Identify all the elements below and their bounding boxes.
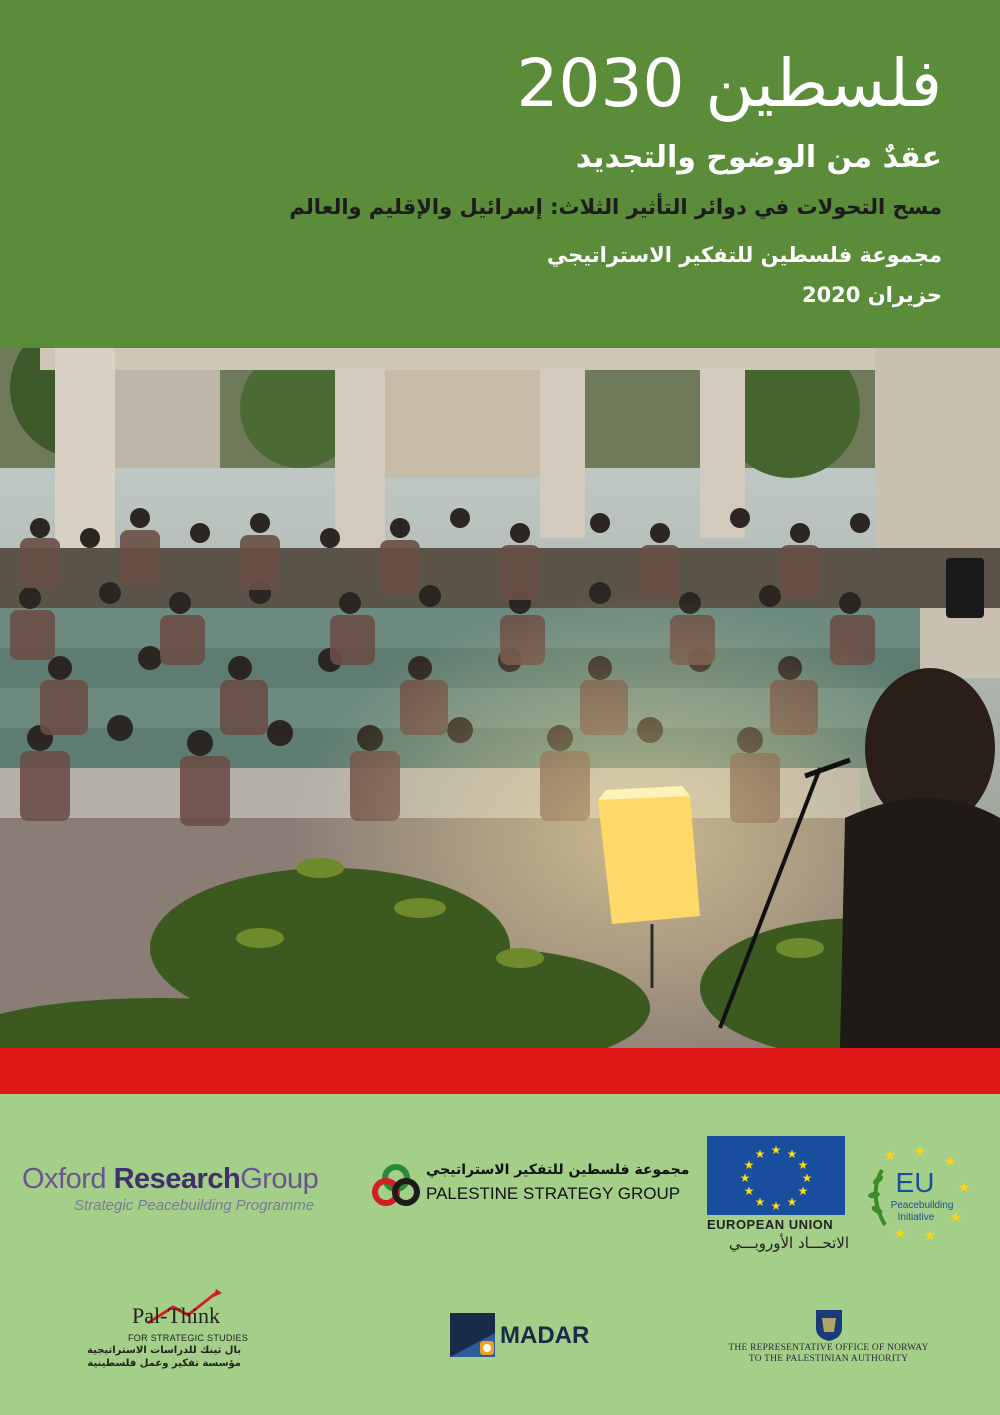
eu-peacebuilding-initiative-logo xyxy=(860,1140,980,1250)
madar-emblem-icon xyxy=(450,1313,495,1357)
cover-header xyxy=(0,0,1000,348)
cover-publisher: مجموعة فلسطين للتفكير الاستراتيجي xyxy=(546,243,942,267)
pal-think-subtitle: FOR STRATEGIC STUDIES xyxy=(128,1333,249,1343)
svg-text:★: ★ xyxy=(786,1195,798,1209)
svg-text:★: ★ xyxy=(943,1154,957,1170)
psg-arabic-name: مجموعة فلسطين للتفكير الاستراتيجي xyxy=(426,1162,690,1178)
pal-think-logo xyxy=(87,1287,253,1373)
eupi-abbr: EU xyxy=(895,1167,935,1198)
eu-arabic-label: الاتحـــاد الأوروبـــي xyxy=(728,1234,849,1252)
psg-emblem-icon xyxy=(370,1162,422,1208)
svg-text:★: ★ xyxy=(801,1171,813,1185)
norway-office-text xyxy=(726,1343,931,1365)
svg-text:★: ★ xyxy=(797,1184,809,1198)
cover-title: فلسطين 2030 xyxy=(516,45,942,122)
oxford-logo-subtitle: Strategic Peacebuilding Programme xyxy=(74,1197,315,1214)
svg-text:★: ★ xyxy=(743,1158,755,1172)
svg-text:★: ★ xyxy=(786,1147,798,1161)
european-union-logo xyxy=(707,1136,849,1252)
svg-text:★: ★ xyxy=(949,1210,963,1226)
oxford-research-group-logo xyxy=(22,1163,319,1214)
svg-text:★: ★ xyxy=(883,1148,897,1164)
audience-scene-illustration xyxy=(0,348,1000,1048)
svg-text:★: ★ xyxy=(913,1144,927,1160)
cover-description: مسح التحولات في دوائر التأثير الثلاث: إسرائيل والإقليم والعالم xyxy=(289,195,942,219)
eu-peacebuilding-emblem-icon xyxy=(860,1140,980,1250)
group-word: Group xyxy=(240,1163,319,1195)
svg-text:★: ★ xyxy=(754,1147,766,1161)
eupi-line1: Peacebuilding xyxy=(890,1200,954,1211)
red-divider-bar xyxy=(0,1048,1000,1094)
svg-text:★: ★ xyxy=(893,1226,907,1242)
eupi-line2: Initiative xyxy=(897,1212,935,1223)
research-word: Research xyxy=(113,1163,241,1195)
norway-coat-of-arms-icon xyxy=(726,1308,931,1342)
eu-stars-icon xyxy=(707,1136,845,1215)
svg-text:★: ★ xyxy=(923,1228,937,1244)
norway-line-2: TO THE PALESTINIAN AUTHORITY xyxy=(748,1354,909,1364)
norway-line-1: THE REPRESENTATIVE OFFICE OF NORWAY xyxy=(728,1343,929,1353)
eu-flag-icon xyxy=(707,1136,845,1215)
pal-think-arabic-2: مؤسسة تفكير وعمل فلسطينية xyxy=(87,1358,241,1369)
svg-text:★: ★ xyxy=(739,1171,751,1185)
madar-name: MADAR xyxy=(500,1322,590,1349)
cover-subtitle: عقدٌ من الوضوح والتجديد xyxy=(575,140,942,175)
pal-think-arabic-1: بال ثينك للدراسات الاستراتيجية xyxy=(87,1345,241,1356)
svg-text:★: ★ xyxy=(957,1180,971,1196)
svg-text:★: ★ xyxy=(754,1195,766,1209)
svg-text:★: ★ xyxy=(770,1199,782,1213)
pal-think-title: Pal-Think xyxy=(132,1303,220,1328)
cover-date: حزيران 2020 xyxy=(801,283,942,307)
psg-english-name: PALESTINE STRATEGY GROUP xyxy=(426,1184,681,1203)
oxford-word: Oxford xyxy=(22,1163,114,1195)
eu-english-label: EUROPEAN UNION xyxy=(707,1217,834,1232)
oxford-logo-text xyxy=(22,1163,318,1196)
svg-text:★: ★ xyxy=(743,1184,755,1198)
svg-text:★: ★ xyxy=(770,1143,782,1157)
cover-photo xyxy=(0,348,1000,1048)
svg-text:★: ★ xyxy=(797,1158,809,1172)
